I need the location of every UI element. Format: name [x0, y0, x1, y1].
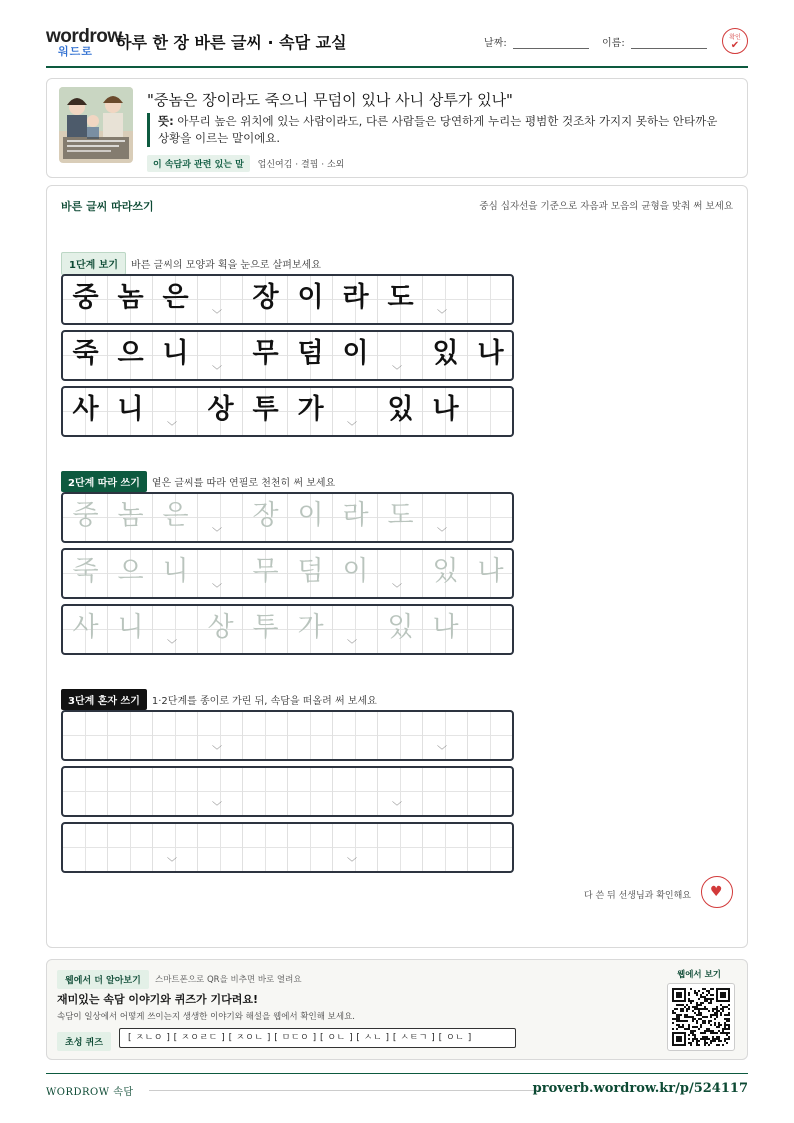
writing-cell[interactable]	[108, 824, 153, 871]
writing-row[interactable]	[61, 604, 514, 655]
date-label: 날짜:	[484, 38, 507, 49]
writing-cell[interactable]	[423, 332, 468, 379]
meaning-text: 아무리 높은 위치에 있는 사람이라도, 다른 사람들은 당연하게 누리는 평범한 것조차 가지지 못하는 안타까운 상황을 이르는 말이에요.	[158, 114, 718, 145]
writing-cell[interactable]	[108, 388, 153, 435]
logo-korean: 워드로	[58, 46, 93, 58]
writing-cell[interactable]	[153, 550, 198, 597]
syllable-glyph: 죽	[72, 338, 99, 369]
space-mark-icon: ﹀	[167, 422, 177, 433]
writing-cell[interactable]	[468, 606, 513, 653]
syllable-glyph: 가	[297, 394, 324, 425]
writing-cell[interactable]	[198, 768, 243, 815]
space-mark-icon: ﹀	[212, 584, 222, 595]
writing-cell[interactable]	[333, 606, 378, 653]
writing-cell[interactable]	[153, 332, 198, 379]
wordrow-logo	[46, 26, 122, 58]
writing-cell[interactable]	[378, 768, 423, 815]
space-mark-icon: ﹀	[347, 858, 357, 869]
teacher-stamp-icon: ♥	[701, 876, 733, 908]
writing-cell[interactable]	[423, 712, 468, 759]
space-mark-icon: ﹀	[392, 366, 402, 377]
writing-cell[interactable]	[333, 494, 378, 541]
page-footer	[46, 1073, 748, 1103]
writing-row[interactable]	[61, 386, 514, 437]
page-header	[46, 24, 748, 68]
syllable-glyph: 니	[117, 612, 144, 643]
syllable-glyph: 니	[162, 338, 189, 369]
practice-note: 중심 십자선을 기준으로 자음과 모음의 균형을 맞춰 써 보세요	[479, 201, 733, 212]
writing-cell[interactable]	[423, 388, 468, 435]
writing-cell[interactable]	[378, 550, 423, 597]
writing-row[interactable]	[61, 330, 514, 381]
space-mark-icon: ﹀	[212, 528, 222, 539]
writing-cell[interactable]	[333, 276, 378, 323]
syllable-glyph: 도	[387, 500, 414, 531]
writing-cell[interactable]	[288, 606, 333, 653]
writing-cell[interactable]	[198, 388, 243, 435]
writing-cell[interactable]	[63, 494, 108, 541]
syllable-glyph: 투	[252, 394, 279, 425]
qr-code-icon[interactable]	[667, 983, 735, 1051]
date-line	[513, 39, 589, 49]
stage-2-desc: 옅은 글씨를 따라 연필로 천천히 써 보세요	[151, 478, 336, 489]
syllable-glyph: 무	[252, 338, 279, 369]
syllable-glyph: 도	[387, 282, 414, 313]
stage-2-header	[61, 471, 335, 492]
syllable-glyph: 나	[477, 338, 504, 369]
writing-cell[interactable]	[378, 332, 423, 379]
footer-url[interactable]: proverb.wordrow.kr/p/524117	[532, 1081, 748, 1096]
writing-cell[interactable]	[468, 388, 513, 435]
writing-cell[interactable]	[153, 768, 198, 815]
space-mark-icon: ﹀	[212, 802, 222, 813]
writing-cell[interactable]	[378, 276, 423, 323]
writing-row[interactable]	[61, 274, 514, 325]
space-mark-icon: ﹀	[212, 310, 222, 321]
confirm-text: 다 쓴 뒤 선생님과 확인해요	[583, 891, 691, 901]
writing-cell[interactable]	[153, 712, 198, 759]
web-headline: 재미있는 속담 이야기와 퀴즈가 기다려요!	[57, 993, 258, 1006]
writing-cell[interactable]	[153, 824, 198, 871]
meaning-label: 뜻:	[158, 114, 174, 128]
syllable-glyph: 나	[432, 612, 459, 643]
writing-cell[interactable]	[63, 388, 108, 435]
writing-cell[interactable]	[288, 550, 333, 597]
proverb-meaning	[147, 113, 732, 147]
stamp-label: 확인	[729, 34, 741, 41]
space-mark-icon: ﹀	[347, 640, 357, 651]
web-pill: 웹에서 더 알아보기	[57, 970, 149, 989]
syllable-glyph: 으	[117, 338, 144, 369]
writing-cell[interactable]	[468, 824, 513, 871]
writing-cell[interactable]	[198, 494, 243, 541]
web-view-label: 웹에서 보기	[676, 970, 721, 980]
writing-cell[interactable]	[108, 606, 153, 653]
writing-cell[interactable]	[423, 606, 468, 653]
writing-cell[interactable]	[243, 606, 288, 653]
syllable-glyph: 이	[342, 338, 369, 369]
stage-1-desc: 바른 글씨의 모양과 획을 눈으로 살펴보세요	[131, 260, 321, 271]
space-mark-icon: ﹀	[347, 422, 357, 433]
writing-cell[interactable]	[468, 332, 513, 379]
syllable-glyph: 니	[162, 556, 189, 587]
writing-cell[interactable]	[153, 388, 198, 435]
writing-cell[interactable]	[378, 712, 423, 759]
syllable-glyph: 사	[72, 612, 99, 643]
writing-cell[interactable]	[198, 276, 243, 323]
writing-cell[interactable]	[333, 550, 378, 597]
writing-cell[interactable]	[423, 550, 468, 597]
syllable-glyph: 이	[342, 556, 369, 587]
syllable-glyph: 죽	[72, 556, 99, 587]
writing-cell[interactable]	[63, 550, 108, 597]
writing-cell[interactable]	[288, 494, 333, 541]
writing-cell[interactable]	[378, 824, 423, 871]
writing-cell[interactable]	[198, 332, 243, 379]
web-more-box	[46, 959, 748, 1060]
syllable-glyph: 상	[207, 394, 234, 425]
stage-3-header	[61, 689, 377, 710]
writing-cell[interactable]	[63, 768, 108, 815]
syllable-glyph: 놈	[117, 500, 144, 531]
writing-cell[interactable]	[468, 276, 513, 323]
syllable-glyph: 덤	[297, 556, 324, 587]
syllable-glyph: 중	[72, 500, 99, 531]
syllable-glyph: 장	[252, 500, 279, 531]
writing-cell[interactable]	[423, 768, 468, 815]
syllable-glyph: 은	[162, 500, 189, 531]
writing-row[interactable]	[61, 492, 514, 543]
space-mark-icon: ﹀	[437, 528, 447, 539]
writing-row[interactable]	[61, 766, 514, 817]
writing-cell[interactable]	[108, 712, 153, 759]
writing-cell[interactable]	[378, 388, 423, 435]
writing-cell[interactable]	[198, 712, 243, 759]
syllable-glyph: 있	[432, 338, 459, 369]
syllable-glyph: 니	[117, 394, 144, 425]
writing-cell[interactable]	[63, 712, 108, 759]
space-mark-icon: ﹀	[392, 802, 402, 813]
writing-cell[interactable]	[423, 824, 468, 871]
writing-row[interactable]	[61, 822, 514, 873]
writing-cell[interactable]	[108, 768, 153, 815]
space-mark-icon: ﹀	[167, 858, 177, 869]
webtoon-thumbnail	[59, 87, 133, 163]
stage-1-header	[61, 252, 321, 275]
syllable-glyph: 있	[387, 612, 414, 643]
writing-cell[interactable]	[288, 768, 333, 815]
syllable-glyph: 으	[117, 556, 144, 587]
space-mark-icon: ﹀	[437, 310, 447, 321]
check-stamp-icon: 확인 ✔	[722, 28, 748, 54]
space-mark-icon: ﹀	[392, 584, 402, 595]
writing-cell[interactable]	[243, 332, 288, 379]
syllable-glyph: 이	[297, 500, 324, 531]
syllable-glyph: 투	[252, 612, 279, 643]
name-field[interactable]	[602, 34, 707, 49]
writing-cell[interactable]	[423, 276, 468, 323]
writing-row[interactable]	[61, 710, 514, 761]
writing-cell[interactable]	[288, 332, 333, 379]
writing-cell[interactable]	[63, 824, 108, 871]
writing-cell[interactable]	[153, 606, 198, 653]
space-mark-icon: ﹀	[437, 746, 447, 757]
writing-cell[interactable]	[243, 768, 288, 815]
writing-cell[interactable]	[153, 276, 198, 323]
quiz-label: 초성 퀴즈	[57, 1032, 111, 1051]
writing-cell[interactable]	[108, 550, 153, 597]
stage-1-tag: 1단계 보기	[61, 252, 126, 275]
stage-3-tag: 3단계 혼자 쓰기	[61, 689, 147, 710]
space-mark-icon: ﹀	[212, 366, 222, 377]
writing-cell[interactable]	[288, 276, 333, 323]
writing-cell[interactable]	[108, 494, 153, 541]
date-field[interactable]	[484, 34, 589, 49]
writing-cell[interactable]	[63, 332, 108, 379]
related-words-value: 업신여김 · 결핍 · 소외	[257, 160, 345, 170]
stage-2-tag: 2단계 따라 쓰기	[61, 471, 147, 492]
practice-heading: 바른 글씨 따라쓰기	[61, 200, 154, 213]
writing-cell[interactable]	[288, 824, 333, 871]
syllable-glyph: 중	[72, 282, 99, 313]
logo-wordmark: wordrow	[46, 26, 122, 47]
syllable-glyph: 사	[72, 394, 99, 425]
initials-quiz: [ ㅈㄴㅇ ] [ ㅈㅇㄹㄷ ] [ ㅈㅇㄴ ] [ ㅁㄷㅇ ] [ ㅇㄴ ] [ ㅅㄴ ] [ ㅅㅌㄱ ] [ ㅇㄴ ]	[119, 1028, 516, 1048]
writing-cell[interactable]	[243, 276, 288, 323]
syllable-glyph: 놈	[117, 282, 144, 313]
writing-cell[interactable]	[288, 712, 333, 759]
proverb-text: "중놈은 장이라도 죽으니 무덤이 있나 사니 상투가 있나"	[147, 91, 513, 109]
writing-cell[interactable]	[198, 606, 243, 653]
space-mark-icon: ﹀	[167, 640, 177, 651]
proverb-card	[46, 78, 748, 178]
writing-cell[interactable]	[243, 824, 288, 871]
space-mark-icon: ﹀	[212, 746, 222, 757]
writing-cell[interactable]	[423, 494, 468, 541]
writing-cell[interactable]	[243, 712, 288, 759]
writing-cell[interactable]	[243, 494, 288, 541]
writing-cell[interactable]	[288, 388, 333, 435]
writing-cell[interactable]	[333, 768, 378, 815]
syllable-glyph: 상	[207, 612, 234, 643]
web-sub: 스마트폰으로 QR을 비추면 바로 열려요	[155, 975, 302, 985]
syllable-glyph: 있	[432, 556, 459, 587]
syllable-glyph: 무	[252, 556, 279, 587]
writing-cell[interactable]	[243, 550, 288, 597]
writing-cell[interactable]	[468, 550, 513, 597]
page-title: 하루 한 장 바른 글씨 · 속담 교실	[116, 33, 347, 52]
writing-row[interactable]	[61, 548, 514, 599]
writing-cell[interactable]	[63, 276, 108, 323]
related-label: 이 속담과 관련 있는 말	[147, 155, 250, 172]
writing-cell[interactable]	[333, 824, 378, 871]
syllable-glyph: 나	[477, 556, 504, 587]
syllable-glyph: 덤	[297, 338, 324, 369]
writing-cell[interactable]	[468, 768, 513, 815]
syllable-glyph: 이	[297, 282, 324, 313]
syllable-glyph: 라	[342, 282, 369, 313]
writing-cell[interactable]	[153, 494, 198, 541]
writing-cell[interactable]	[333, 388, 378, 435]
writing-cell[interactable]	[198, 824, 243, 871]
related-words	[147, 155, 344, 172]
writing-cell[interactable]	[198, 550, 243, 597]
syllable-glyph: 장	[252, 282, 279, 313]
syllable-glyph: 은	[162, 282, 189, 313]
writing-cell[interactable]	[243, 388, 288, 435]
syllable-glyph: 있	[387, 394, 414, 425]
practice-section	[46, 185, 748, 948]
writing-cell[interactable]	[378, 494, 423, 541]
writing-cell[interactable]	[63, 606, 108, 653]
writing-cell[interactable]	[468, 494, 513, 541]
writing-cell[interactable]	[333, 712, 378, 759]
syllable-glyph: 라	[342, 500, 369, 531]
name-line	[631, 39, 707, 49]
footer-rule	[149, 1090, 540, 1091]
syllable-glyph: 가	[297, 612, 324, 643]
writing-cell[interactable]	[468, 712, 513, 759]
writing-cell[interactable]	[333, 332, 378, 379]
stage-3-desc: 1·2단계를 종이로 가린 뒤, 속담을 떠올려 써 보세요	[151, 696, 377, 707]
syllable-glyph: 나	[432, 394, 459, 425]
name-label: 이름:	[602, 38, 625, 49]
writing-cell[interactable]	[378, 606, 423, 653]
writing-cell[interactable]	[108, 276, 153, 323]
writing-cell[interactable]	[108, 332, 153, 379]
web-desc: 속담이 일상에서 어떻게 쓰이는지 생생한 이야기와 해설을 웹에서 확인해 보세요.	[57, 1012, 355, 1022]
footer-brand: WORDROW 속담	[46, 1087, 134, 1098]
